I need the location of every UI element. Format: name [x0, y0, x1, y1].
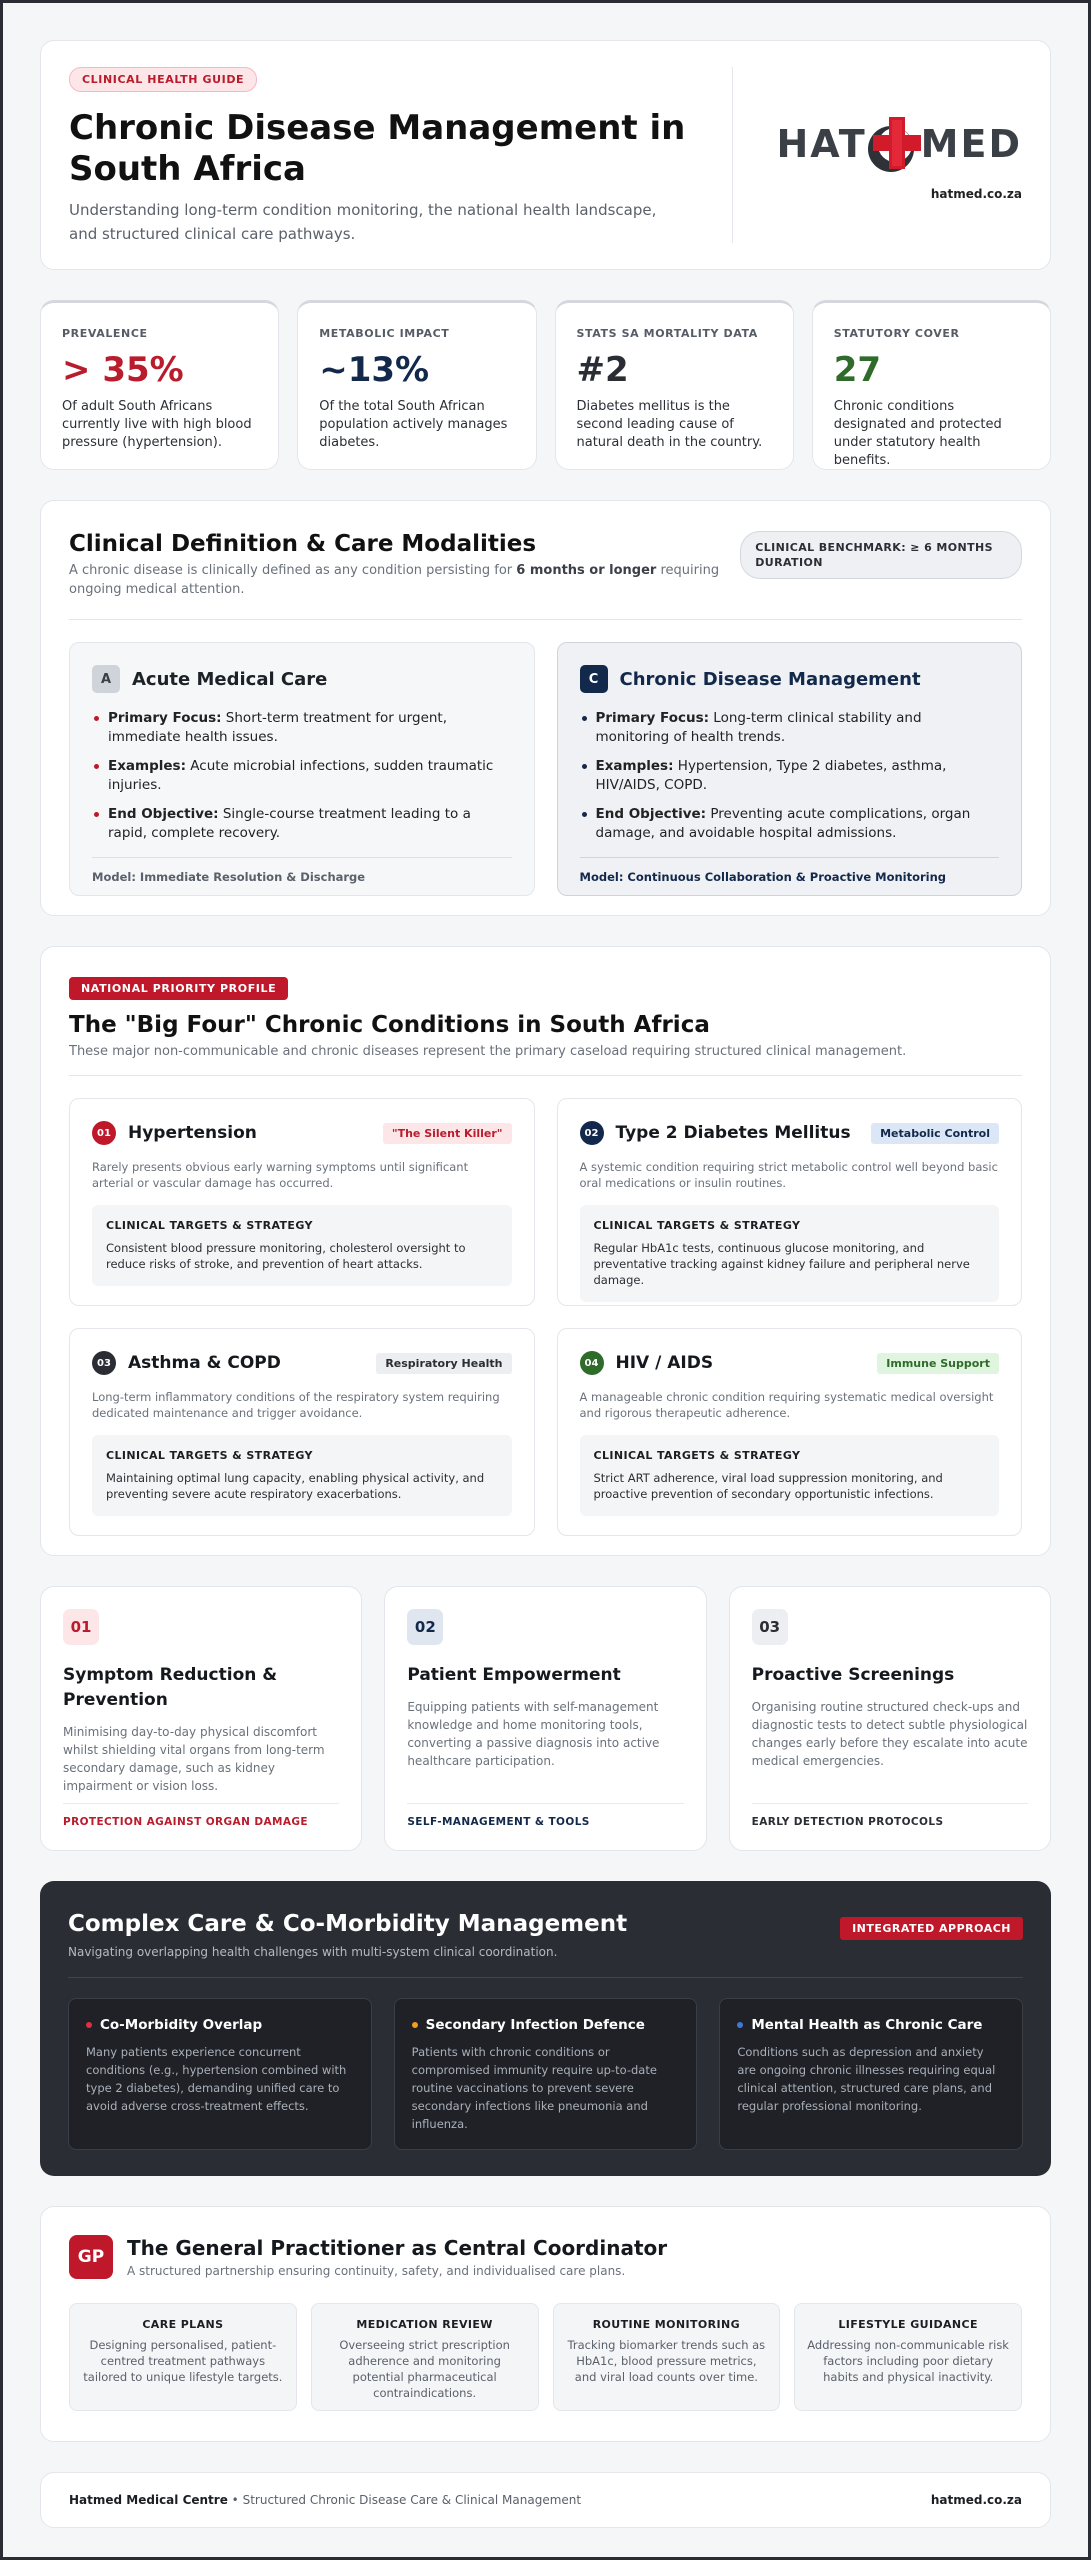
targets-text: Strict ART adherence, viral load suppression monitoring, and proactive prevention of secondary opportunistic infections. [593, 1471, 943, 1501]
targets-text: Consistent blood pressure monitoring, cholesterol oversight to reduce risks of stroke, and prevention of heart attacks. [106, 1241, 466, 1271]
gp-card-text: Overseeing strict prescription adherence and monitoring potential pharmaceutical contraindications. [339, 2338, 510, 2400]
stat-label: STATS SA MORTALITY DATA [576, 327, 758, 340]
stat-desc: Diabetes mellitus is the second leading cause of natural death in the country. [576, 399, 763, 450]
condition-card-hypertension [69, 1098, 535, 1306]
targets-box [92, 1435, 512, 1516]
footer-left [69, 2493, 581, 2507]
header-domain[interactable]: hatmed.co.za [930, 187, 1022, 201]
item-value: Preventing acute complications, organ damage, and avoidable hospital admissions. [595, 806, 971, 841]
page-subtitle: Understanding long-term condition monitoring, the national health landscape, and structured clinical care pathways. [69, 201, 657, 243]
divider [68, 1977, 1023, 1978]
condition-title: Asthma & COPD [128, 1353, 281, 1373]
gp-card-label: ROUTINE MONITORING [592, 2318, 741, 2331]
list-item [580, 805, 1000, 843]
integrated-pill: INTEGRATED APPROACH [840, 1917, 1023, 1940]
stat-label: METABOLIC IMPACT [319, 327, 450, 340]
item-key: End Objective: [108, 806, 219, 822]
footer [40, 2472, 1051, 2528]
targets-box [580, 1205, 1000, 1302]
complex-card [68, 1998, 372, 2150]
complex-card-title: Mental Health as Chronic Care [751, 2017, 983, 2033]
gp-subtitle: A structured partnership ensuring continuity, safety, and individualised care plans. [127, 2264, 626, 2278]
targets-label: CLINICAL TARGETS & STRATEGY [106, 1219, 313, 1232]
complex-care-section [40, 1881, 1051, 2176]
condition-desc: A manageable chronic condition requiring systematic medical oversight and rigorous therapeutic adherence. [579, 1390, 994, 1420]
condition-number: 04 [580, 1351, 604, 1375]
definition-sub-part: A chronic disease is clinically defined as any condition persisting for [69, 563, 517, 578]
definition-title: Clinical Definition & Care Modalities [69, 531, 537, 557]
condition-number: 01 [92, 1121, 116, 1145]
gp-icon: GP [69, 2235, 113, 2279]
blue-dot-icon [737, 2022, 743, 2028]
acute-care-card [69, 642, 535, 896]
pillar-text: Organising routine structured check-ups and diagnostic tests to detect subtle physiological changes early before they escalate into acute medical emergencies. [751, 1700, 1028, 1768]
pillar-footer: PROTECTION AGAINST ORGAN DAMAGE [63, 1803, 339, 1828]
condition-tag: Metabolic Control [871, 1123, 999, 1144]
gp-card-lifestyle-guidance [794, 2303, 1022, 2411]
benchmark-badge: CLINICAL BENCHMARK: ≥ 6 MONTHS DURATION [740, 531, 1022, 579]
acute-model: Model: Immediate Resolution & Discharge [92, 857, 512, 884]
medical-cross-icon [861, 109, 927, 179]
condition-tag: "The Silent Killer" [383, 1123, 512, 1144]
pillar-footer: EARLY DETECTION PROTOCOLS [752, 1803, 1028, 1828]
complex-card [394, 1998, 698, 2150]
complex-card-title: Co-Morbidity Overlap [100, 2017, 263, 2033]
pillar-card [729, 1586, 1051, 1851]
condition-card-asthma [69, 1328, 535, 1536]
condition-number: 02 [580, 1121, 604, 1145]
targets-label: CLINICAL TARGETS & STRATEGY [106, 1449, 313, 1462]
gp-card-text: Tracking biomarker trends such as HbA1c, blood pressure metrics, and viral load counts over time. [567, 2338, 766, 2384]
footer-brand: Hatmed Medical Centre [69, 2493, 228, 2507]
definition-sub-bold: 6 months or longer [516, 563, 657, 578]
list-item [580, 757, 1000, 795]
stat-label: STATUTORY COVER [833, 327, 960, 340]
footer-tagline: Structured Chronic Disease Care & Clinical Management [242, 2493, 582, 2507]
footer-separator: • [227, 2493, 243, 2507]
item-key: Examples: [595, 758, 674, 774]
gp-title: The General Practitioner as Central Coordinator [127, 2236, 668, 2260]
footer-domain[interactable]: hatmed.co.za [930, 2493, 1022, 2507]
item-value: Hypertension, Type 2 diabetes, asthma, HIV/AIDS, COPD. [595, 758, 947, 793]
pillar-footer: SELF-MANAGEMENT & TOOLS [407, 1803, 683, 1828]
gp-card-label: LIFESTYLE GUIDANCE [838, 2318, 978, 2331]
condition-title: Hypertension [128, 1123, 257, 1143]
pillar-title: Proactive Screenings [751, 1665, 955, 1685]
stat-value: #2 [576, 350, 629, 390]
big-four-subtitle: These major non-communicable and chronic diseases represent the primary caseload requiring structured clinical management. [69, 1044, 907, 1059]
acute-letter-badge: A [92, 665, 120, 693]
chronic-model: Model: Continuous Collaboration & Proactive Monitoring [580, 857, 1000, 884]
stat-desc: Of the total South African population actively manages diabetes. [319, 399, 508, 450]
pillars-row [40, 1586, 1051, 1851]
logo-text-left: HAT [776, 122, 867, 166]
definition-section [40, 500, 1051, 916]
pillar-number: 03 [752, 1609, 788, 1645]
orange-dot-icon [412, 2022, 418, 2028]
gp-card-routine-monitoring [553, 2303, 781, 2411]
condition-title: HIV / AIDS [615, 1353, 714, 1373]
stat-desc: Of adult South Africans currently live with high blood pressure (hypertension). [62, 399, 252, 450]
condition-desc: Rarely presents obvious early warning symptoms until significant arterial or vascular damage has occurred. [92, 1160, 469, 1190]
targets-text: Maintaining optimal lung capacity, enabling physical activity, and preventing severe acute respiratory exacerbations. [106, 1471, 485, 1501]
targets-label: CLINICAL TARGETS & STRATEGY [593, 1449, 801, 1462]
item-key: Primary Focus: [595, 710, 710, 726]
divider [69, 619, 1022, 620]
stat-card-statutory [812, 300, 1051, 470]
gp-card-care-plans [69, 2303, 297, 2411]
red-dot-icon [86, 2022, 92, 2028]
divider [69, 1075, 1022, 1076]
priority-pill: NATIONAL PRIORITY PROFILE [69, 977, 288, 1000]
targets-box [580, 1435, 1000, 1516]
gp-card-text: Addressing non-communicable risk factors including poor dietary habits and physical inactivity. [807, 2338, 1009, 2384]
complex-card-title: Secondary Infection Defence [425, 2017, 645, 2033]
hatmed-logo [776, 109, 1022, 179]
condition-tag: Immune Support [877, 1353, 999, 1374]
stat-value: > 35% [62, 350, 184, 390]
stat-card-metabolic [297, 300, 536, 470]
condition-title: Type 2 Diabetes Mellitus [615, 1123, 851, 1143]
item-key: Examples: [108, 758, 186, 774]
big-four-section [40, 946, 1051, 1556]
pillar-card [384, 1586, 706, 1851]
item-key: End Objective: [595, 806, 707, 822]
stat-value: ~13% [319, 350, 430, 390]
definition-sub-part: requiring ongoing medical attention. [69, 563, 720, 597]
targets-box [92, 1205, 512, 1286]
pillar-number: 01 [63, 1609, 99, 1645]
page-title: Chronic Disease Management in South Africa [69, 108, 686, 189]
header-card [40, 40, 1051, 270]
complex-card-text: Conditions such as depression and anxiety are ongoing chronic illnesses requiring equal clinical attention, structured care plans, and regular professional monitoring. [737, 2045, 996, 2113]
stat-card-prevalence [40, 300, 279, 470]
guide-pill: CLINICAL HEALTH GUIDE [69, 67, 257, 92]
condition-desc: Long-term inflammatory conditions of the respiratory system requiring dedicated maintenance and trigger avoidance. [92, 1390, 500, 1420]
gp-card-medication-review [311, 2303, 539, 2411]
pillar-number: 02 [407, 1609, 443, 1645]
stat-label: PREVALENCE [62, 327, 148, 340]
logo-text-right: MED [920, 122, 1022, 166]
condition-desc: A systemic condition requiring strict metabolic control well beyond basic oral medications or insulin routines. [579, 1160, 998, 1190]
complex-card [719, 1998, 1023, 2150]
big-four-title: The "Big Four" Chronic Conditions in South Africa [69, 1012, 710, 1038]
stats-row [40, 300, 1051, 470]
complex-care-subtitle: Navigating overlapping health challenges with multi-system clinical coordination. [68, 1945, 558, 1959]
definition-subtitle [69, 561, 740, 599]
complex-card-text: Many patients experience concurrent conditions (e.g., hypertension combined with type 2 diabetes), demanding unified care to avoid adverse cross-treatment effects. [86, 2045, 347, 2113]
item-key: Primary Focus: [108, 710, 222, 726]
targets-label: CLINICAL TARGETS & STRATEGY [593, 1219, 801, 1232]
targets-text: Regular HbA1c tests, continuous glucose monitoring, and preventative tracking against kidney failure and peripheral nerve damage. [593, 1241, 970, 1287]
pillar-text: Minimising day-to-day physical discomfort whilst shielding vital organs from long-term secondary damage, such as kidney impairment or vision loss. [63, 1725, 325, 1793]
stat-desc: Chronic conditions designated and protected under statutory health benefits. [833, 399, 1002, 468]
complex-care-title: Complex Care & Co-Morbidity Management [68, 1911, 628, 1937]
item-value: Long-term clinical stability and monitoring of health trends. [595, 710, 922, 745]
complex-card-text: Patients with chronic conditions or compromised immunity require up-to-date routine vaccinations to prevent severe secondary infections like pneumonia and influenza. [411, 2045, 657, 2131]
chronic-letter-badge: C [580, 665, 608, 693]
condition-tag: Respiratory Health [376, 1353, 511, 1374]
chronic-title: Chronic Disease Management [619, 668, 921, 690]
stat-card-mortality [555, 300, 794, 470]
acute-title: Acute Medical Care [132, 668, 328, 690]
condition-number: 03 [92, 1351, 116, 1375]
item-value: Single-course treatment leading to a rapid, complete recovery. [108, 806, 471, 841]
pillar-title: Patient Empowerment [407, 1665, 621, 1685]
item-value: Short-term treatment for urgent, immediate health issues. [108, 710, 448, 745]
pillar-text: Equipping patients with self-management knowledge and home monitoring tools, converting a passive diagnosis into active healthcare participation. [407, 1700, 660, 1768]
gp-section [40, 2206, 1051, 2442]
list-item [92, 805, 512, 843]
list-item [580, 709, 1000, 747]
list-item [92, 709, 512, 747]
gp-card-label: MEDICATION REVIEW [356, 2318, 493, 2331]
pillar-card [40, 1586, 362, 1851]
chronic-care-card [557, 642, 1023, 896]
list-item [92, 757, 512, 795]
pillar-title: Symptom Reduction & Prevention [63, 1665, 278, 1710]
stat-value: 27 [833, 350, 882, 390]
gp-card-label: CARE PLANS [142, 2318, 224, 2331]
gp-card-text: Designing personalised, patient-centred treatment pathways tailored to unique lifestyle targets. [83, 2338, 283, 2384]
item-value: Acute microbial infections, sudden traumatic injuries. [108, 758, 494, 793]
condition-card-hiv [557, 1328, 1023, 1536]
condition-card-diabetes [557, 1098, 1023, 1306]
